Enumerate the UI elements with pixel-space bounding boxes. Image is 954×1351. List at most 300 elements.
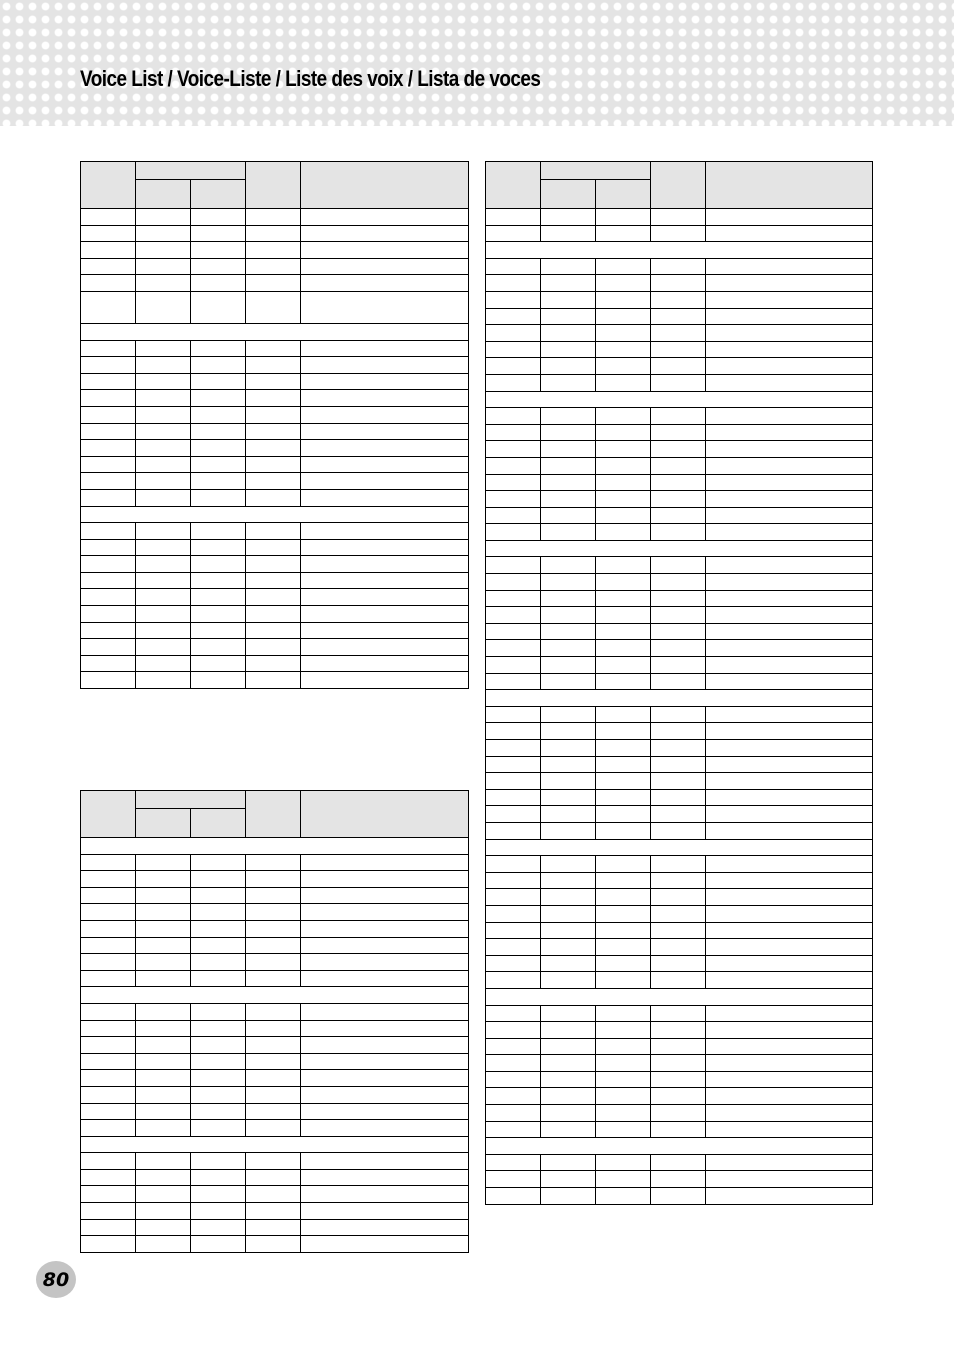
table-cell: [541, 424, 596, 441]
table-row: [486, 374, 873, 391]
table-cell: [541, 872, 596, 889]
table-cell: [191, 1003, 246, 1020]
table-cell: [246, 242, 301, 259]
table-cell: [596, 789, 651, 806]
table-cell: [541, 474, 596, 491]
table-cell: [246, 275, 301, 292]
table-cell: [596, 491, 651, 508]
table-cell: [136, 523, 191, 540]
table-cell: [191, 373, 246, 390]
table-cell: [136, 1203, 191, 1220]
table-cell: [486, 756, 541, 773]
table-cell: [301, 589, 469, 606]
table-row: [81, 340, 469, 357]
table-cell: [706, 607, 873, 624]
table-cell: [301, 539, 469, 556]
table-cell: [246, 1103, 301, 1120]
table-cell: [596, 1188, 651, 1205]
table-cell: [246, 1053, 301, 1070]
table-cell: [541, 723, 596, 740]
table-cell: [651, 806, 706, 823]
table-cell: [651, 1022, 706, 1039]
table-cell: [651, 358, 706, 375]
table-cell: [651, 457, 706, 474]
table-row: [486, 1071, 873, 1088]
table-cell: [706, 939, 873, 956]
table-cell: [81, 473, 136, 490]
table-cell: [651, 1055, 706, 1072]
table-cell: [136, 970, 191, 987]
table-row: [81, 622, 469, 639]
table-cell: [651, 756, 706, 773]
table-row: [486, 1088, 873, 1105]
table-cell: [596, 955, 651, 972]
table-cell: [136, 1053, 191, 1070]
table-row: [81, 1070, 469, 1087]
table-row: [81, 655, 469, 672]
table-cell: [191, 1037, 246, 1054]
table-cell: [246, 556, 301, 573]
header-row: [486, 162, 873, 180]
table-cell: [541, 574, 596, 591]
table-cell: [541, 1088, 596, 1105]
table-cell: [486, 590, 541, 607]
table-header: [81, 162, 469, 209]
category-row: [81, 838, 469, 855]
table-row: [486, 806, 873, 823]
table-cell: [596, 1022, 651, 1039]
table-row: [486, 590, 873, 607]
table-cell: [541, 740, 596, 757]
table-body: [81, 838, 469, 1253]
table-cell: [191, 489, 246, 506]
table-cell: [301, 340, 469, 357]
table-cell: [706, 1188, 873, 1205]
table-cell: [706, 457, 873, 474]
table-cell: [596, 507, 651, 524]
table-cell: [246, 655, 301, 672]
header-cell-lsb: [596, 180, 651, 209]
table-row: [81, 1219, 469, 1236]
table-cell: [301, 1153, 469, 1170]
table-cell: [541, 358, 596, 375]
table-cell: [486, 209, 541, 226]
table-cell: [706, 673, 873, 690]
table-row: [486, 1154, 873, 1171]
table-row: [486, 1121, 873, 1138]
table-cell: [706, 1022, 873, 1039]
header-cell-lsb: [191, 809, 246, 838]
table-cell: [651, 1005, 706, 1022]
table-cell: [301, 225, 469, 242]
table-cell: [301, 291, 469, 323]
table-cell: [706, 640, 873, 657]
table-cell: [81, 1236, 136, 1253]
table-cell: [81, 937, 136, 954]
category-row: [486, 839, 873, 856]
table-row: [486, 358, 873, 375]
table-cell: [651, 706, 706, 723]
table-cell: [136, 390, 191, 407]
table-row: [81, 639, 469, 656]
table-cell: [541, 972, 596, 989]
table-cell: [301, 606, 469, 623]
table-cell: [486, 341, 541, 358]
table-cell: [651, 291, 706, 308]
table-row: [81, 556, 469, 573]
table-cell: [651, 1088, 706, 1105]
table-cell: [191, 406, 246, 423]
table-cell: [651, 225, 706, 242]
table-cell: [246, 1236, 301, 1253]
table-cell: [246, 423, 301, 440]
table-cell: [246, 954, 301, 971]
table-row: [486, 740, 873, 757]
table-cell: [596, 889, 651, 906]
table-cell: [191, 1169, 246, 1186]
table-row: [486, 822, 873, 839]
table-cell: [706, 358, 873, 375]
header-cell-voice-name: [301, 162, 469, 209]
table-cell: [541, 1022, 596, 1039]
table-cell: [246, 456, 301, 473]
category-row: [81, 1136, 469, 1153]
table-cell: [651, 673, 706, 690]
table-row: [81, 1020, 469, 1037]
table-row: [81, 258, 469, 275]
table-cell: [486, 1188, 541, 1205]
table-cell: [706, 308, 873, 325]
table-cell: [246, 523, 301, 540]
header-cell-voice-no: [486, 162, 541, 209]
table-row: [81, 1169, 469, 1186]
table-cell: [136, 887, 191, 904]
table-cell: [136, 1020, 191, 1037]
table-cell: [301, 854, 469, 871]
category-cell: [486, 839, 873, 856]
table-cell: [246, 1203, 301, 1220]
table-cell: [136, 423, 191, 440]
table-cell: [136, 954, 191, 971]
category-row: [486, 242, 873, 259]
table-cell: [191, 423, 246, 440]
table-cell: [301, 1186, 469, 1203]
table-cell: [541, 225, 596, 242]
header-banner: [0, 0, 954, 126]
header-cell-midi-program-change: [651, 162, 706, 209]
table-cell: [136, 340, 191, 357]
table-cell: [486, 640, 541, 657]
table-cell: [486, 740, 541, 757]
table-row: [486, 209, 873, 226]
table-cell: [81, 456, 136, 473]
table-cell: [651, 590, 706, 607]
table-cell: [651, 1171, 706, 1188]
table-cell: [136, 639, 191, 656]
table-cell: [246, 225, 301, 242]
table-cell: [486, 524, 541, 541]
table-cell: [81, 887, 136, 904]
table-cell: [246, 1169, 301, 1186]
table-cell: [596, 623, 651, 640]
table-cell: [596, 706, 651, 723]
table-cell: [541, 1071, 596, 1088]
table-cell: [191, 1086, 246, 1103]
table-cell: [81, 556, 136, 573]
table-cell: [541, 1005, 596, 1022]
table-row: [81, 357, 469, 374]
category-cell: [486, 690, 873, 707]
table-cell: [81, 1003, 136, 1020]
table-cell: [596, 524, 651, 541]
table-row: [486, 905, 873, 922]
table-cell: [596, 209, 651, 226]
table-cell: [596, 607, 651, 624]
table-cell: [486, 889, 541, 906]
table-cell: [246, 572, 301, 589]
table-cell: [136, 275, 191, 292]
table-cell: [301, 1020, 469, 1037]
table-cell: [191, 275, 246, 292]
table-cell: [81, 904, 136, 921]
table-cell: [541, 756, 596, 773]
table-cell: [486, 474, 541, 491]
table-cell: [486, 291, 541, 308]
table-cell: [191, 340, 246, 357]
header-cell-lsb: [191, 180, 246, 209]
table-cell: [301, 523, 469, 540]
table-cell: [651, 922, 706, 939]
table-cell: [191, 556, 246, 573]
table-cell: [486, 939, 541, 956]
table-cell: [541, 441, 596, 458]
table-row: [81, 489, 469, 506]
table-cell: [706, 806, 873, 823]
table-cell: [136, 373, 191, 390]
table-cell: [706, 474, 873, 491]
category-row: [81, 987, 469, 1004]
table-cell: [301, 242, 469, 259]
table-cell: [541, 806, 596, 823]
table-cell: [191, 523, 246, 540]
table-cell: [81, 871, 136, 888]
category-cell: [486, 391, 873, 408]
table-cell: [81, 920, 136, 937]
table-cell: [706, 408, 873, 425]
table-row: [81, 209, 469, 226]
category-row: [486, 988, 873, 1005]
table-cell: [486, 922, 541, 939]
table-cell: [191, 589, 246, 606]
table-cell: [191, 606, 246, 623]
table-cell: [191, 1120, 246, 1137]
table-cell: [81, 1219, 136, 1236]
table-row: [486, 922, 873, 939]
table-row: [486, 557, 873, 574]
table-cell: [191, 920, 246, 937]
table-cell: [301, 373, 469, 390]
table-cell: [706, 856, 873, 873]
table-cell: [596, 673, 651, 690]
table-body: [486, 209, 873, 1205]
table-cell: [246, 606, 301, 623]
table-cell: [706, 374, 873, 391]
table-cell: [651, 557, 706, 574]
table-cell: [246, 357, 301, 374]
table-cell: [81, 1086, 136, 1103]
table-row: [81, 1003, 469, 1020]
table-cell: [596, 1154, 651, 1171]
table-cell: [81, 406, 136, 423]
table-cell: [136, 655, 191, 672]
table-cell: [596, 291, 651, 308]
table-cell: [706, 590, 873, 607]
table-cell: [301, 390, 469, 407]
table-cell: [191, 390, 246, 407]
table-cell: [706, 905, 873, 922]
table-cell: [541, 275, 596, 292]
category-row: [81, 506, 469, 523]
table-cell: [596, 325, 651, 342]
table-cell: [596, 740, 651, 757]
table-cell: [191, 242, 246, 259]
table-cell: [136, 871, 191, 888]
table-cell: [596, 1088, 651, 1105]
table-cell: [706, 740, 873, 757]
table-cell: [136, 1236, 191, 1253]
table-cell: [136, 440, 191, 457]
table-cell: [596, 590, 651, 607]
table-cell: [651, 1121, 706, 1138]
table-cell: [651, 209, 706, 226]
table-cell: [541, 491, 596, 508]
table-cell: [136, 242, 191, 259]
table-cell: [301, 1120, 469, 1137]
table-row: [486, 225, 873, 242]
table-cell: [706, 1071, 873, 1088]
table-cell: [246, 887, 301, 904]
table-cell: [136, 1103, 191, 1120]
table-cell: [596, 872, 651, 889]
table-cell: [301, 440, 469, 457]
table-cell: [191, 456, 246, 473]
table-cell: [651, 723, 706, 740]
table-cell: [81, 489, 136, 506]
table-cell: [486, 308, 541, 325]
table-cell: [191, 887, 246, 904]
table-cell: [541, 1171, 596, 1188]
table-cell: [301, 655, 469, 672]
table-cell: [191, 937, 246, 954]
table-cell: [246, 672, 301, 689]
table-cell: [136, 854, 191, 871]
table-row: [81, 242, 469, 259]
table-cell: [541, 507, 596, 524]
table-cell: [191, 970, 246, 987]
table-cell: [596, 1071, 651, 1088]
table-cell: [301, 1219, 469, 1236]
table-cell: [706, 822, 873, 839]
table-cell: [81, 1186, 136, 1203]
table-cell: [136, 1169, 191, 1186]
table-cell: [81, 970, 136, 987]
table-cell: [706, 623, 873, 640]
table-cell: [651, 507, 706, 524]
header-cell-voice-name: [301, 791, 469, 838]
table-cell: [136, 1153, 191, 1170]
voice-table-2: [80, 790, 469, 1253]
table-cell: [486, 1105, 541, 1122]
table-cell: [81, 1037, 136, 1054]
table-cell: [246, 291, 301, 323]
category-cell: [81, 506, 469, 523]
table-cell: [191, 1053, 246, 1070]
table-cell: [486, 1154, 541, 1171]
table-cell: [596, 1105, 651, 1122]
table-row: [81, 373, 469, 390]
table-cell: [541, 822, 596, 839]
table-cell: [541, 1154, 596, 1171]
table-cell: [136, 904, 191, 921]
table-cell: [651, 325, 706, 342]
table-row: [81, 1086, 469, 1103]
table-row: [81, 1203, 469, 1220]
table-cell: [651, 424, 706, 441]
table-cell: [541, 773, 596, 790]
table-row: [486, 889, 873, 906]
table-cell: [301, 275, 469, 292]
header-row: [81, 162, 469, 180]
table-cell: [246, 539, 301, 556]
table-cell: [136, 1070, 191, 1087]
table-row: [81, 572, 469, 589]
category-row: [486, 1138, 873, 1155]
table-cell: [596, 275, 651, 292]
table-cell: [596, 358, 651, 375]
table-cell: [486, 706, 541, 723]
table-cell: [596, 1055, 651, 1072]
table-cell: [706, 441, 873, 458]
table-cell: [651, 872, 706, 889]
table-cell: [486, 1022, 541, 1039]
table-row: [486, 574, 873, 591]
table-cell: [706, 325, 873, 342]
table-cell: [301, 1086, 469, 1103]
table-cell: [651, 939, 706, 956]
category-cell: [486, 540, 873, 557]
table-cell: [301, 572, 469, 589]
table-cell: [136, 622, 191, 639]
table-cell: [191, 357, 246, 374]
table-row: [81, 904, 469, 921]
table-cell: [486, 325, 541, 342]
category-cell: [81, 323, 469, 340]
table-row: [486, 972, 873, 989]
table-cell: [596, 408, 651, 425]
table-cell: [136, 1219, 191, 1236]
table-cell: [596, 972, 651, 989]
table-cell: [651, 408, 706, 425]
table-row: [81, 1037, 469, 1054]
table-cell: [651, 441, 706, 458]
table-cell: [246, 920, 301, 937]
table-cell: [486, 491, 541, 508]
table-row: [81, 970, 469, 987]
table-cell: [136, 937, 191, 954]
table-cell: [651, 789, 706, 806]
table-cell: [246, 440, 301, 457]
table-cell: [246, 639, 301, 656]
